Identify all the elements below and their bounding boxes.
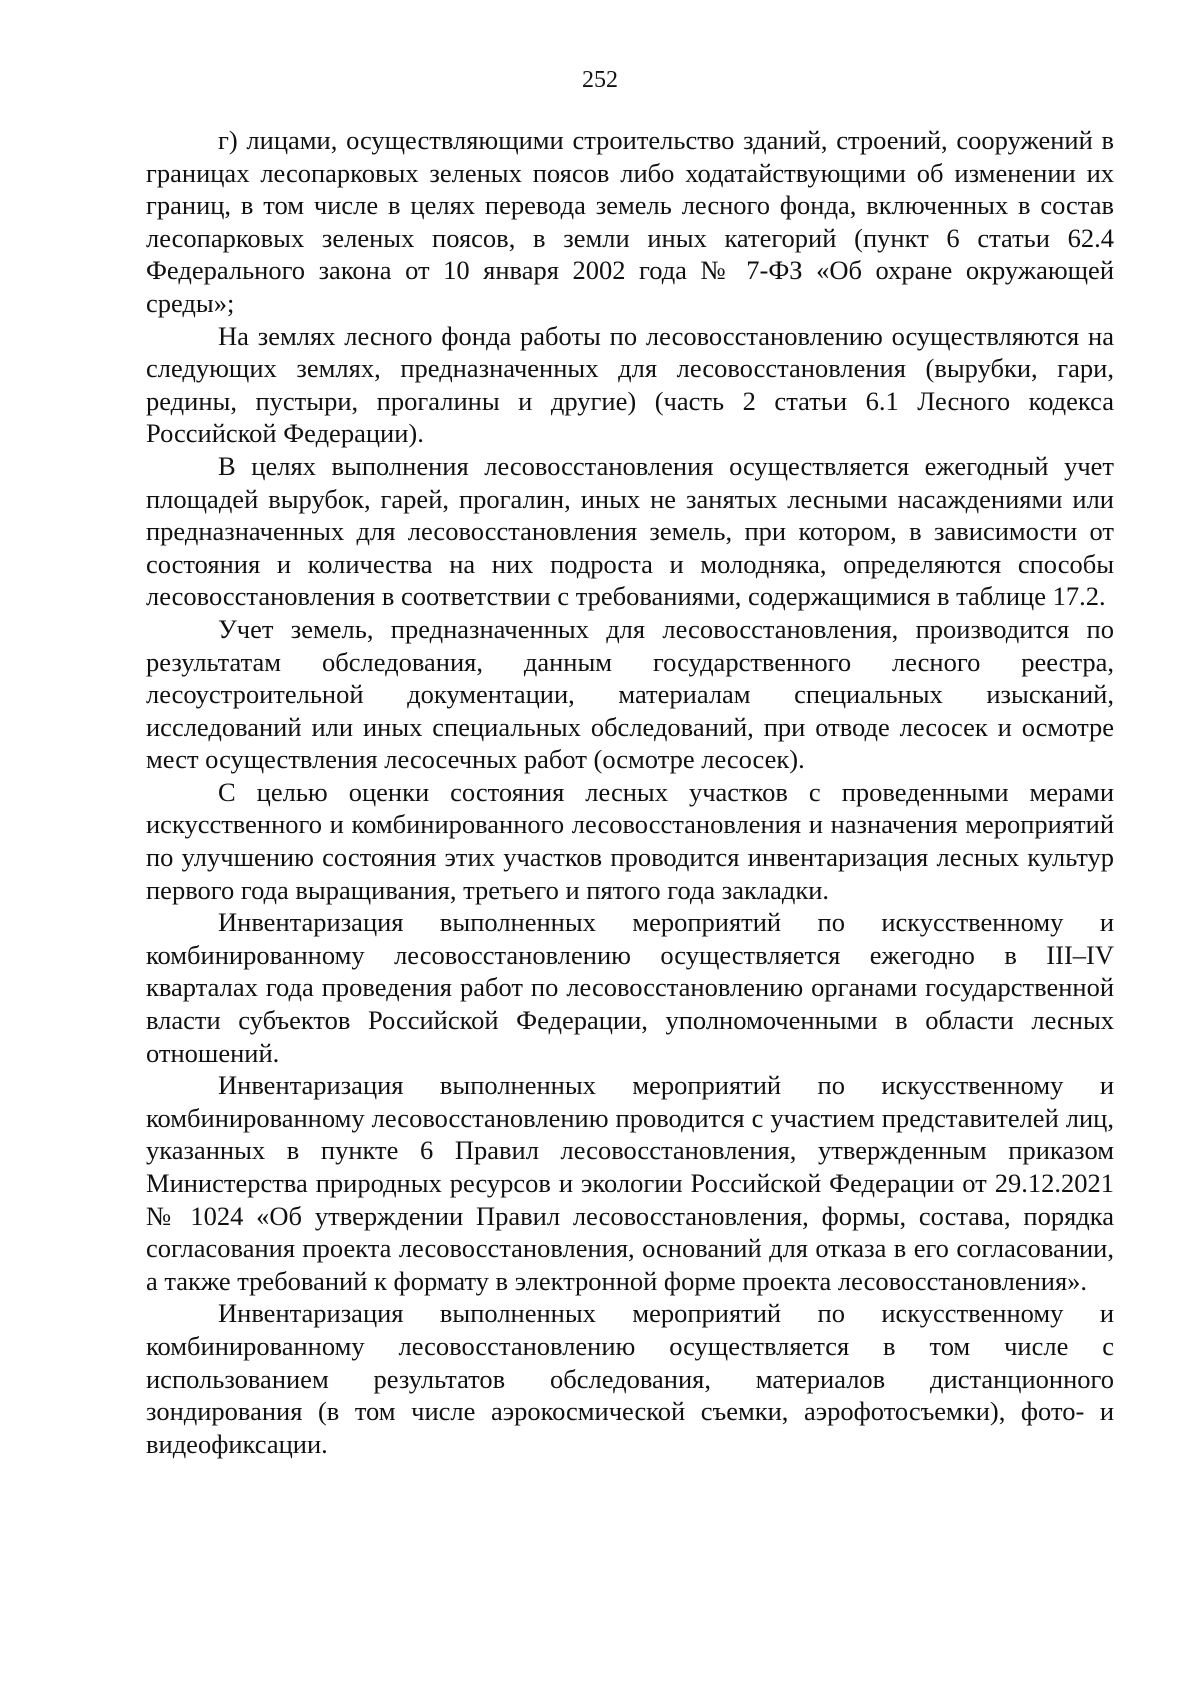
page-number: 252 (582, 67, 618, 93)
paragraph-2: На землях лесного фонда работы по лесовосстановлению осуществляются на следующих землях, предназначенных для лесовосстановления (вырубки, гари, редины, пустыри, прогалины и другие) (часть 2 статьи 6.1 Лесного кодекса Российской Федерации). (146, 320, 1114, 449)
paragraph-4: Учет земель, предназначенных для лесовосстановления, производится по результатам обследования, данным государственного лесного реестра, лесоустроительной документации, материалам специальных изысканий, исследований или иных специальных обследований, при отводе лесосек и осмотре мест осуществления лесосечных работ (осмотре лесосек). (146, 613, 1114, 775)
document-body (146, 124, 1114, 1460)
paragraph-6: Инвентаризация выполненных мероприятий по искусственному и комбинированному лесовосстановлению осуществляется ежегодно в III–IV кварталах года проведения работ по лесовосстановлению органами государственной власти субъектов Российской Федерации, уполномоченными в области лесных отношений. (146, 907, 1114, 1068)
paragraph-5: С целью оценки состояния лесных участков с проведенными мерами искусственного и комбинированного лесовосстановления и назначения мероприятий по улучшению состояния этих участков проводится инвентаризация лесных культур первого года выращивания, третьего и пятого года закладки. (146, 776, 1114, 905)
paragraph-1: г) лицами, осуществляющими строительство зданий, строений, сооружений в границах лесопарковых зеленых поясов либо ходатайствующими об изменении их границ, в том числе в целях перевода земель лесного фонда, включенных в состав лесопарковых зеленых поясов, в земли иных категорий (пункт 6 статьи 62.4 Федерального закона от 10 января 2002 года № 7-ФЗ «Об охране окружающей среды»; (146, 125, 1114, 318)
paragraph-7: Инвентаризация выполненных мероприятий по искусственному и комбинированному лесовосстановлению проводится с участием представителей лиц, указанных в пункте 6 Правил лесовосстановления, утвержденным приказом Министерства природных ресурсов и экологии Российской Федерации от 29.12.2021 № 1024 «Об утверждении Правил лесовосстановления, формы, состава, порядка согласования проекта лесовосстановления, оснований для отказа в его согласовании, а также требований к формату в электронной форме проекта лесовосстановления». (146, 1070, 1114, 1296)
paragraph-3: В целях выполнения лесовосстановления осуществляется ежегодный учет площадей вырубок, гарей, прогалин, иных не занятых лесными насаждениями или предназначенных для лесовосстановления земель, при котором, в зависимости от состояния и количества на них подроста и молодняка, определяются способы лесовосстановления в соответствии с требованиями, содержащимися в таблице 17.2. (146, 450, 1114, 612)
paragraph-8: Инвентаризация выполненных мероприятий по искусственному и комбинированному лесовосстановлению осуществляется в том числе с использованием результатов обследования, материалов дистанционного зондирования (в том числе аэрокосмической съемки, аэрофотосъемки), фото- и видеофиксации. (146, 1298, 1114, 1459)
